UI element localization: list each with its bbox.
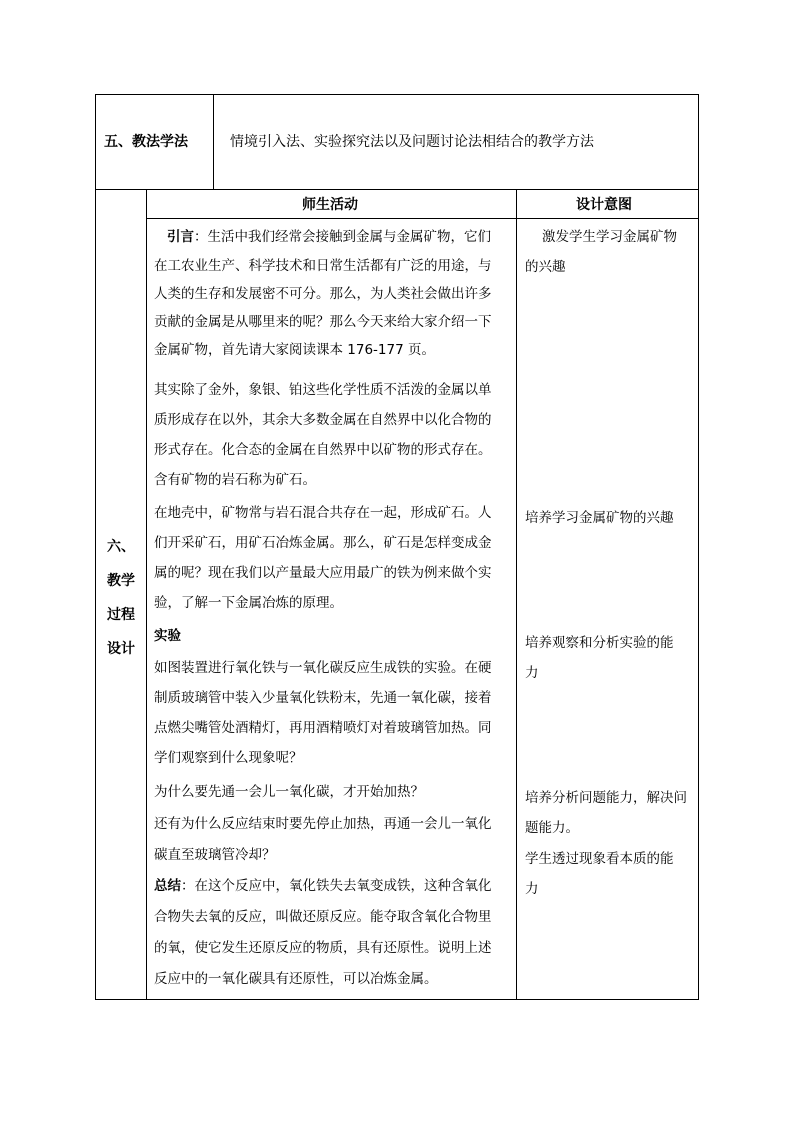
table-bottom-border [95,999,699,1000]
section5-label: 五、教法学法 [104,134,188,150]
intent-line: 学生透过现象看本质的能 [525,851,674,867]
section6-label-line: 过程 [107,607,135,623]
para2-line: 其实除了金外，象银、铂这些化学性质不活泼的金属以单 [154,382,492,398]
summary-line: 反应中的一氧化碳具有还原性，可以冶炼金属。 [154,971,438,987]
intro-label: 引言 [167,229,194,245]
para2-line: 们开采矿石，用矿石冶炼金属。那么，矿石是怎样变成金 [154,535,492,551]
intent-line: 激发学生学习金属矿物 [542,229,677,245]
table-top-border [95,94,699,95]
intent-line: 题能力。 [525,820,579,836]
activity-intent-divider [516,189,517,1000]
intent-line: 的兴趣 [525,259,566,275]
intro-line [167,228,491,246]
intent-line: 培养分析问题能力，解决问 [525,790,687,806]
table-right-border [698,94,699,1000]
para2-line: 验，了解一下金属冶炼的原理。 [154,595,343,611]
experiment-line: 为什么要先通一会儿一氧化碳，才开始加热？ [154,784,424,800]
experiment-line: 制质玻璃管中装入少量氧化铁粉末，先通一氧化碳，接着 [154,690,492,706]
para2-line: 属的呢？现在我们以产量最大应用最广的铁为例来做个实 [154,565,492,581]
intro-line: 贡献的金属是从哪里来的呢？那么今天来给大家介绍一下 [154,314,492,330]
section6-label-line: 六、 [107,539,135,555]
para2-line: 形式存在。化合态的金属在自然界中以矿物的形式存在。 [154,442,492,458]
intro-line: 在工农业生产、科学技术和日常生活都有广泛的用途，与 [154,258,492,274]
header-row-bottom-border [146,218,699,219]
summary-text: ：在这个反应中，氧化铁失去氧变成铁，这种含氧化 [181,878,492,894]
experiment-line: 学们观察到什么现象呢？ [154,750,303,766]
intro-line: 人类的生存和发展密不可分。那么，为人类社会做出许多 [154,286,492,302]
intent-line: 力 [525,665,539,681]
section5-divider [213,94,214,190]
section5-bottom-border [95,189,699,190]
para2-line: 质形成存在以外，其余大多数金属在自然界中以化合物的 [154,412,492,428]
experiment-label: 实验 [154,628,181,644]
intent-line: 培养观察和分析实验的能 [525,635,674,651]
summary-label: 总结 [154,878,181,894]
experiment-line: 点燃尖嘴管处酒精灯，再用酒精喷灯对着玻璃管加热。同 [154,720,492,736]
summary-line: 合物失去氧的反应，叫做还原反应。能夺取含氧化合物里 [154,909,492,925]
experiment-line: 碳直至玻璃管冷却？ [154,847,276,863]
experiment-line: 还有为什么反应结束时要先停止加热，再通一会儿一氧化 [154,816,492,832]
para2-line: 含有矿物的岩石称为矿石。 [154,472,316,488]
section6-label-line: 教学 [107,573,135,589]
section6-label [96,530,146,666]
section6-label-divider [146,189,147,1000]
intro-line: 金属矿物，首先请大家阅读课本 176-177 页。 [154,342,435,358]
intent-header: 设计意图 [576,197,632,213]
para2-line: 在地壳中，矿物常与岩石混合共存在一起，形成矿石。人 [154,505,492,521]
summary-line [154,877,492,895]
summary-line: 的氧，使它发生还原反应的物质，具有还原性。说明上述 [154,940,492,956]
intro-text: ：生活中我们经常会接触到金属与金属矿物，它们 [194,229,491,245]
intent-line: 培养学习金属矿物的兴趣 [525,510,674,526]
experiment-line: 如图装置进行氧化铁与一氧化碳反应生成铁的实验。在硬 [154,660,492,676]
activity-header: 师生活动 [302,197,358,213]
section6-label-line: 设计 [107,641,135,657]
intent-line: 力 [525,881,539,897]
section5-content: 情境引入法、实验探究法以及问题讨论法相结合的教学方法 [230,134,594,150]
